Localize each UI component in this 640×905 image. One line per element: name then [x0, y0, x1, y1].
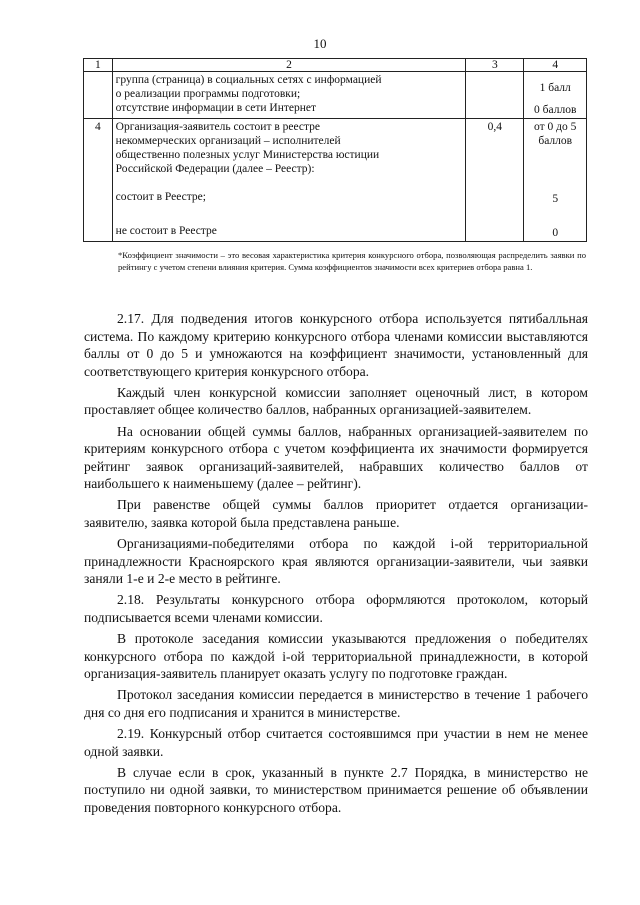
- header-col-2: 2: [112, 59, 466, 72]
- criterion-line: о реализации программы подготовки;: [115, 88, 301, 100]
- score-cell: [524, 119, 587, 242]
- header-col-4: 4: [524, 59, 587, 72]
- coefficient-cell: [466, 72, 524, 119]
- criteria-table: [83, 58, 587, 242]
- row-number-cell: [84, 72, 113, 119]
- page-number: 10: [313, 36, 327, 51]
- criterion-line: отсутствие информации в сети Интернет: [115, 102, 317, 114]
- criterion-line: общественно полезных услуг Министерства юстиции: [115, 149, 380, 161]
- table-row: [84, 119, 587, 242]
- criterion-option: состоит в Реестре;: [115, 191, 206, 203]
- criterion-line: Организация-заявитель состоит в реестре: [115, 121, 321, 133]
- paragraph: Протокол заседания комиссии передается в министерство в течение 1 рабочего дня со дня его подписания и хранится в министерстве.: [84, 687, 588, 720]
- score-range: от 0 до 5 баллов: [534, 121, 577, 147]
- paragraph: При равенстве общей суммы баллов приоритет отдается организации-заявителю, заявка которой была представлена раньше.: [84, 497, 588, 531]
- paragraph: На основании общей суммы баллов, набранных организацией-заявителем по критериям конкурсного отбора с учетом коэффициента их значимости формируется рейтинг заявок организаций-заявителей, набравших количество баллов от наибольшего к наименьшему (далее – рейтинг).: [84, 423, 588, 492]
- score-cell: [524, 72, 587, 119]
- score-value: 1 балл: [539, 82, 571, 94]
- paragraph: 2.18. Результаты конкурсного отбора оформляются протоколом, который подписывается всеми членами комиссии.: [84, 592, 588, 625]
- table-header-row: [84, 59, 587, 72]
- criterion-text-cell: [112, 72, 466, 119]
- score-value: 0: [552, 227, 559, 239]
- criterion-line: некоммерческих организаций – исполнителей: [115, 135, 341, 147]
- score-value: 0 баллов: [534, 104, 577, 116]
- row-number-cell: 4: [84, 119, 113, 242]
- paragraph: В случае если в срок, указанный в пункте 2.7 Порядка, в министерство не поступило ни одной заявки, то министерством принимается решение об объявлении проведения повторного конкурсного отбора.: [84, 764, 588, 815]
- coefficient-cell: 0,4: [466, 119, 524, 242]
- paragraph: В протоколе заседания комиссии указываются предложения о победителях конкурсного отбора по каждой i-ой территориальной принадлежности, в которой организация-заявитель планирует оказать услугу по подготовке граждан.: [84, 631, 588, 682]
- criterion-line: группа (страница) в социальных сетях с информацией: [115, 74, 382, 86]
- footnote: *Коэффициент значимости – это весовая характеристика критерия конкурсного отбора, позволяющая распределить заявки по рейтингу с учетом степени влияния критерия. Сумма коэффициентов значимости всех критериев отбора равна 1.: [118, 250, 586, 272]
- header-col-1: 1: [84, 59, 113, 72]
- criterion-text-cell: [112, 119, 466, 242]
- table-row: [84, 72, 587, 119]
- header-col-3: 3: [466, 59, 524, 72]
- score-value: 5: [552, 193, 559, 205]
- paragraph: Организациями-победителями отбора по каждой i-ой территориальной принадлежности Красноярского края являются организации-заявители, чьи заявки заняли 1-е и 2-е место в рейтинге.: [84, 536, 588, 587]
- document-body: [84, 310, 588, 820]
- paragraph: 2.17. Для подведения итогов конкурсного отбора используется пятибалльная система. По каждому критерию конкурсного отбора членами комиссии выставляются баллы от 0 до 5 и умножаются на коэффициент значимости, установленный для соответствующего критерия конкурсного отбора.: [84, 311, 588, 379]
- paragraph: 2.19. Конкурсный отбор считается состоявшимся при участии в нем не менее одной заявки.: [84, 726, 588, 759]
- paragraph: Каждый член конкурсной комиссии заполняет оценочный лист, в котором проставляет общее количество баллов, набранных организацией-заявителем.: [84, 384, 588, 418]
- criterion-line: Российской Федерации (далее – Реестр):: [115, 163, 315, 175]
- criterion-option: не состоит в Реестре: [115, 225, 217, 237]
